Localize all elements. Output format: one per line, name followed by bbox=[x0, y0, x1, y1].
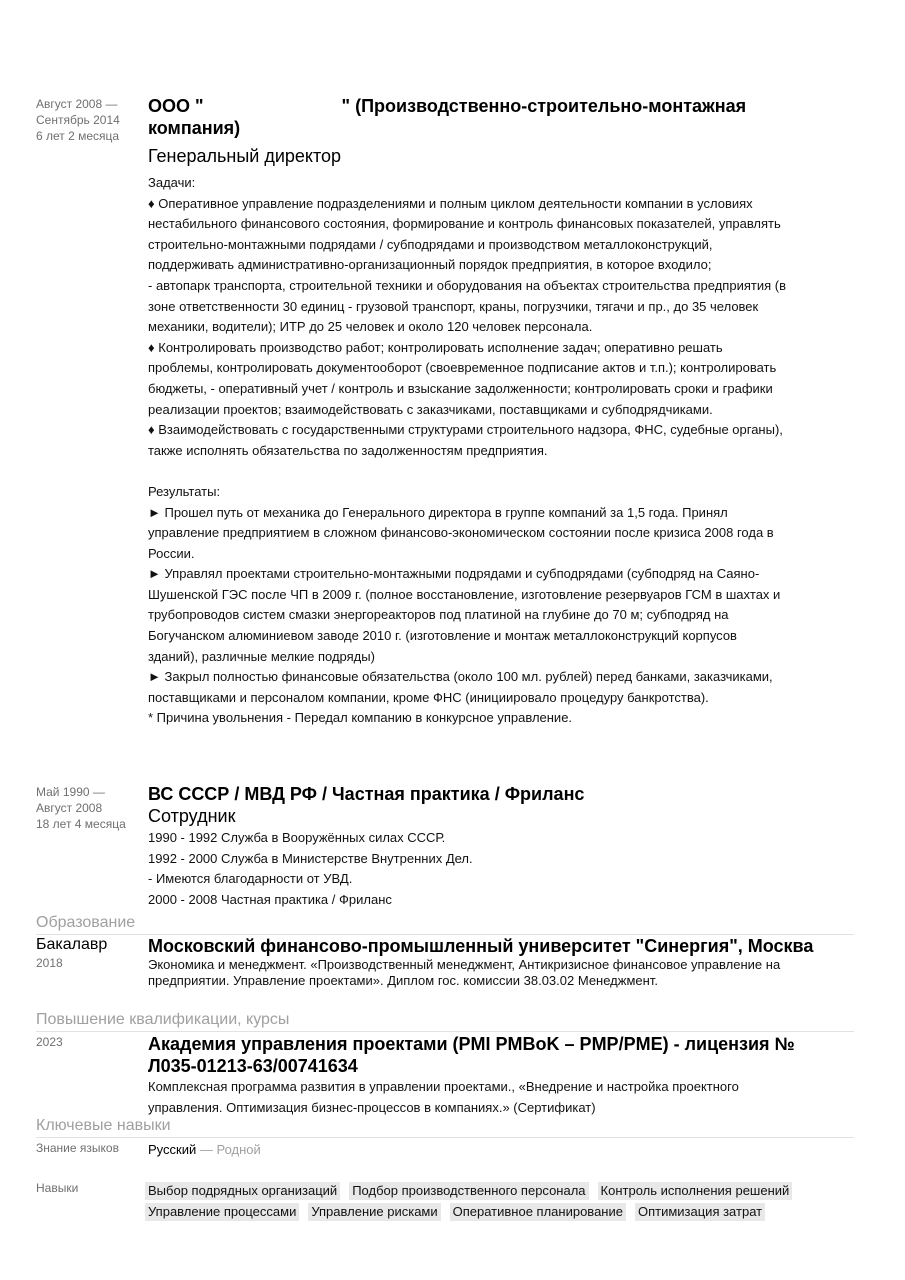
job2-date-start: Май 1990 — bbox=[36, 785, 105, 799]
text-line: 2000 - 2008 Частная практика / Фриланс bbox=[148, 891, 392, 907]
text-line: трубопроводов систем смазки энергореакторов под платиной на глубине до 70 м; субподряд на bbox=[148, 607, 729, 623]
education-institution: Московский финансово-промышленный университет "Синергия", Москва bbox=[148, 936, 814, 956]
text-line: проблемы, контролировать документооборот (своевременное подписание актов и т.п.); контролировать bbox=[148, 360, 777, 376]
text-line: 1992 - 2000 Служба в Министерстве Внутренних Дел. bbox=[148, 850, 473, 866]
education-section-title: Образование bbox=[36, 913, 854, 935]
text-line: ♦ Оперативное управление подразделениями и полным циклом деятельности компании в условиях bbox=[148, 195, 753, 211]
text-line: - автопарк транспорта, строительной техники и оборудования на объектах строительства предприятия (в bbox=[148, 277, 786, 293]
job1-position: Генеральный директор bbox=[148, 146, 342, 166]
job2-company: ВС СССР / МВД РФ / Частная практика / Фриланс bbox=[148, 784, 585, 804]
courses-section-title: Повышение квалификации, курсы bbox=[36, 1010, 854, 1032]
text-line: Результаты: bbox=[148, 483, 221, 499]
text-line: реализации проектов; взаимодействовать с заказчиками, поставщиками и субподрядчиками. bbox=[148, 401, 713, 417]
skill-tag: Выбор подрядных организаций bbox=[145, 1182, 340, 1200]
text-line: Комплексная программа развития в управлении проектами., «Внедрение и настройка проектного bbox=[148, 1079, 739, 1094]
job1-date-end: Сентябрь 2014 bbox=[36, 113, 120, 127]
skills-label: Навыки bbox=[36, 1181, 79, 1195]
text-line: ► Закрыл полностью финансовые обязательства (около 100 мл. рублей) перед банками, заказчиками, bbox=[148, 669, 773, 685]
job2-dates bbox=[36, 784, 141, 832]
job1-company bbox=[148, 95, 848, 139]
text-line: механики, водители); ИТР до 25 человек и около 120 человек персонала. bbox=[148, 319, 593, 335]
text-line: зоне ответственности 30 единиц - грузовой транспорт, краны, погрузчики, тягачи и пр., до 35 человек bbox=[148, 298, 759, 314]
course-year: 2023 bbox=[36, 1035, 63, 1049]
job1-company-line2: компания) bbox=[148, 118, 241, 138]
skills-tags-row2 bbox=[145, 1203, 774, 1221]
job1-description bbox=[148, 173, 858, 729]
text-line: ► Прошел путь от механика до Генерального директора в группе компаний за 1,5 года. Принял bbox=[148, 504, 728, 520]
text-line: ► Управлял проектами строительно-монтажными подрядами и субподрядами (субподряд на Саяно- bbox=[148, 566, 760, 582]
education-degree: Бакалавр bbox=[36, 936, 108, 953]
job1-company-suffix: " (Производственно-строительно-монтажная bbox=[341, 96, 747, 116]
language-level: — Родной bbox=[196, 1142, 261, 1157]
text-line: ♦ Контролировать производство работ; контролировать исполнение задач; оперативно решать bbox=[148, 339, 723, 355]
text-line: * Причина увольнения - Передал компанию в конкурсное управление. bbox=[148, 710, 573, 726]
text-line: зданий), различные мелкие подряды) bbox=[148, 648, 375, 664]
text-line: бюджеты, - оперативный учет / контроль и взыскание задолженности; контролировать сроки и графики bbox=[148, 380, 773, 396]
education-description bbox=[148, 957, 858, 989]
text-line: строительно-монтажными подрядами / субподрядами и производством металлоконструкций, bbox=[148, 236, 713, 252]
text-line: поддерживать административно-организационный порядок предприятия, в которое входило; bbox=[148, 257, 712, 273]
skill-tag: Контроль исполнения решений bbox=[598, 1182, 793, 1200]
text-line: также исполнять обязательства по задолженностям предприятия. bbox=[148, 442, 548, 458]
text-line: России. bbox=[148, 545, 195, 561]
job2-position: Сотрудник bbox=[148, 806, 236, 826]
text-line: поставщиками и персоналом компании, кроме ФНС (инициировало процедуру банкротства). bbox=[148, 689, 709, 705]
language-name: Русский bbox=[148, 1142, 197, 1157]
text-line: управления. Оптимизация бизнес-процессов в компаниях.» (Сертификат) bbox=[148, 1099, 596, 1115]
skill-tag: Оперативное планирование bbox=[450, 1203, 626, 1221]
text-line: 1990 - 1992 Служба в Вооружённых силах СССР. bbox=[148, 830, 446, 845]
text-line bbox=[148, 461, 858, 482]
text-line: предприятии. Управление проектами». Диплом гос. комиссии 38.03.02 Менеджмент. bbox=[148, 973, 658, 988]
text-line: Задачи: bbox=[148, 175, 196, 190]
text-line: Шушенской ГЭС после ЧП в 2009 г. (полное восстановление, изготовление резервуаров ГСМ в шахтах и bbox=[148, 586, 781, 602]
text-line: ♦ Взаимодействовать с государственными структурами строительного надзора, ФНС, судебные органы), bbox=[148, 422, 783, 438]
language-item bbox=[148, 1141, 261, 1159]
job1-company-prefix: ООО " bbox=[148, 96, 204, 116]
job2-date-end: Август 2008 bbox=[36, 801, 103, 815]
course-title bbox=[148, 1033, 848, 1077]
skills-section-title: Ключевые навыки bbox=[36, 1116, 854, 1138]
skill-tag: Управление рисками bbox=[308, 1203, 440, 1221]
job2-description bbox=[148, 828, 858, 910]
job2-duration: 18 лет 4 месяца bbox=[36, 817, 126, 831]
skill-tag: Управление процессами bbox=[145, 1203, 299, 1221]
job1-dates bbox=[36, 96, 141, 144]
text-line: управление предприятием в сложном финансово-экономическом состоянии после кризиса 2008 года в bbox=[148, 525, 774, 541]
text-line: Богучанском алюминиевом заводе 2010 г. (изготовление и монтаж металлоконструкций корпусов bbox=[148, 628, 737, 644]
text-line: Экономика и менеджмент. «Производственный менеджмент, Антикризисное финансовое управление на bbox=[148, 957, 781, 972]
skill-tag: Оптимизация затрат bbox=[635, 1203, 765, 1221]
text-line: нестабильного финансового состояния, формирование и контроль финансовых показателей, управлять bbox=[148, 216, 781, 232]
job1-duration: 6 лет 2 месяца bbox=[36, 129, 120, 143]
course-description bbox=[148, 1077, 858, 1118]
education-year: 2018 bbox=[36, 956, 63, 970]
job1-date-start: Август 2008 — bbox=[36, 97, 118, 111]
course-title-line2: Л035-01213-63/00741634 bbox=[148, 1056, 358, 1076]
skill-tag: Подбор производственного персонала bbox=[349, 1182, 588, 1200]
skills-tags-row1 bbox=[145, 1182, 801, 1200]
text-line: - Имеются благодарности от УВД. bbox=[148, 871, 353, 887]
languages-label: Знание языков bbox=[36, 1141, 119, 1155]
course-title-line1: Академия управления проектами (PMI PMBoK – PMP/PME) - лицензия № bbox=[148, 1034, 795, 1054]
